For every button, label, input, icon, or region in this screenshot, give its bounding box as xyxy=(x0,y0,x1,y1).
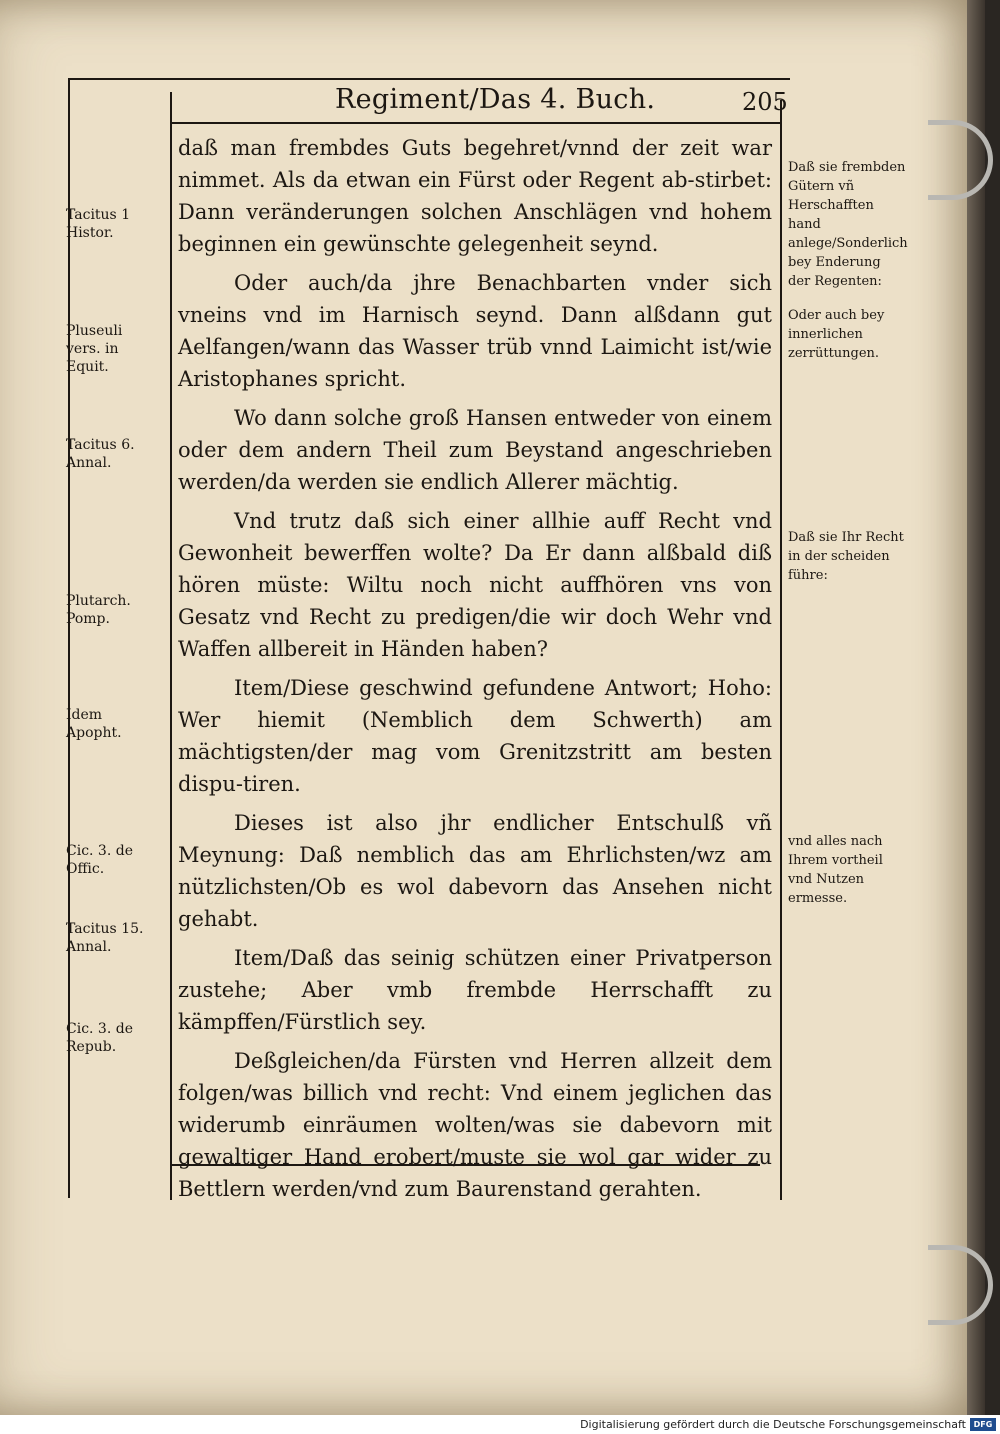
page-number: 205 xyxy=(742,88,788,116)
margin-citation: Tacitus 1 Histor. xyxy=(66,207,131,241)
text-right-rule xyxy=(780,100,782,1200)
header-rule xyxy=(68,78,790,80)
margin-citation: Cic. 3. de Offic. xyxy=(66,843,133,877)
margin-summary: Daß sie frembden Gütern vñ Herschafften hand anlege/Sonderlich bey Enderung der Regenten: xyxy=(788,160,908,289)
margin-summary: Daß sie Ihr Recht in der scheiden führe: xyxy=(788,530,904,583)
funding-credit: Digitalisierung gefördert durch die Deutsche Forschungsgemeinschaft xyxy=(580,1418,966,1431)
margin-citation: Tacitus 6. Annal. xyxy=(66,437,135,471)
margin-citation: Cic. 3. de Repub. xyxy=(66,1021,133,1055)
margin-summary: vnd alles nach Ihrem vortheil vnd Nutzen ermesse. xyxy=(788,834,883,906)
digitization-footer xyxy=(0,1415,1000,1434)
paragraph: daß man frembdes Guts begehret/vnnd der zeit war nimmet. Als da etwan ein Fürst oder Regent ab-stirbet: Dann veränderungen solchen Anschlägen vnd hohem beginnen ein gewünschte gelegenheit seynd. xyxy=(178,136,772,256)
page-edge xyxy=(967,0,985,1415)
text-top-rule xyxy=(170,122,782,124)
paragraph: Item/Daß das seinig schützen einer Privatperson zustehe; Aber vmb frembde Herrschafft zu kämpffen/Fürstlich sey. xyxy=(178,946,772,1034)
paragraph: Deßgleichen/da Fürsten vnd Herren allzeit dem folgen/was billich vnd recht: Vnd einem jeglichen das widerumb einräumen wolten/was sie dabevorn mit gewaltiger Hand erobert/muste sie wol gar wider zu Bettlern werden/vnd zum Baurenstand gerahten. xyxy=(178,1049,772,1201)
main-text xyxy=(178,132,772,1212)
margin-summary: Oder auch bey innerlichen zerrüttungen. xyxy=(788,308,885,361)
margin-citation: Plutarch. Pomp. xyxy=(66,593,131,627)
dfg-logo: DFG xyxy=(970,1418,996,1431)
paragraph: Dieses ist also jhr endlicher Entschulß vñ Meynung: Daß nemblich das am Ehrlichsten/wz am nützlichsten/Ob es wol dabevorn das Ansehen nicht gehabt. xyxy=(178,811,772,931)
paragraph: Item/Diese geschwind gefundene Antwort; Hoho: Wer hiemit (Nemblich dem Schwerth) am mächtigsten/der mag vom Grenitzstritt am besten dispu-tiren. xyxy=(178,676,772,796)
margin-citation: Tacitus 15. Annal. xyxy=(66,921,144,955)
paragraph: Oder auch/da jhre Benachbarten vnder sich vneins vnd im Harnisch seynd. Dann alßdann gut Aelfangen/wann das Wasser trüb vnnd Laimicht ist/wie Aristophanes spricht. xyxy=(178,271,772,391)
margin-citation: Idem Apopht. xyxy=(66,707,122,741)
text-left-rule xyxy=(170,92,172,1200)
paragraph: Vnd trutz daß sich einer allhie auff Recht vnd Gewonheit bewerffen wolte? Da Er dann alßbald diß hören müste: Wiltu noch nicht auffhören vns von Gesatz vnd Recht zu predigen/die wir doch Wehr vnd Waffen allbereit in Händen haben? xyxy=(178,509,772,661)
paragraph: Wo dann solche groß Hansen entweder von einem oder dem andern Theil zum Beystand angeschrieben werden/da werden sie endlich Allerer mächtig. xyxy=(178,406,772,494)
running-head: Regiment/Das 4. Buch. xyxy=(335,84,656,115)
margin-citation: Pluseuli vers. in Equit. xyxy=(66,323,123,375)
